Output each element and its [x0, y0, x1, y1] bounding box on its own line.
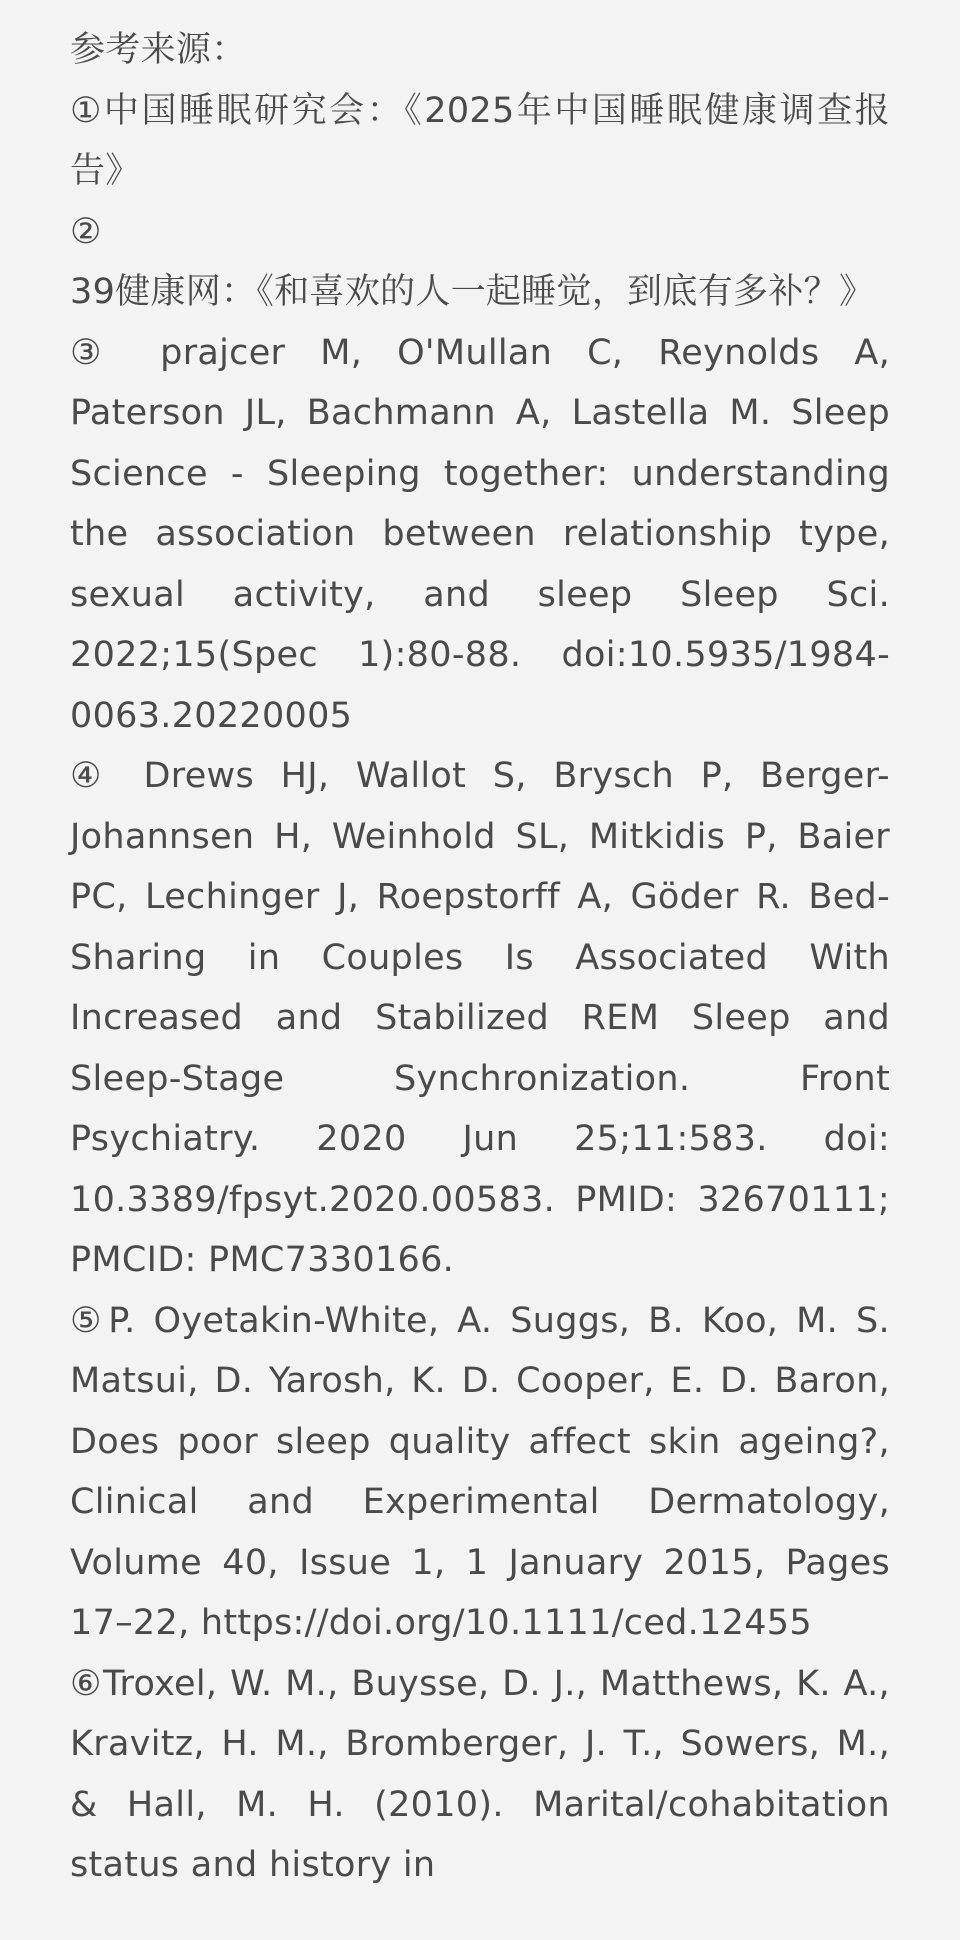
reference-marker: ⑤ — [70, 1300, 109, 1341]
reference-text: Troxel, W. M., Buysse, D. J., Matthews, K. A., Kravitz, H. M., Bromberger, J. T., Sowers, M., & Hall, M. H. (2010). Marital/cohabitation status and history in — [70, 1663, 890, 1885]
reference-marker: ④ — [70, 756, 117, 796]
reference-item-5 — [70, 1291, 890, 1654]
references-section — [70, 20, 890, 1896]
reference-text: P. Oyetakin-White, A. Suggs, B. Koo, M. S. Matsui, D. Yarosh, K. D. Cooper, E. D. Baron, Does poor sleep quality affect skin ageing?, Clinical and Experimental Dermatology, Volume 40, Issue 1, 1 January 2015, Pages 17–22, https://doi.org/10.1111/ced.12455 — [70, 1300, 890, 1643]
references-heading: 参考来源： — [70, 30, 247, 70]
reference-item-6 — [70, 1654, 890, 1896]
reference-text: 中国睡眠研究会：《2025年中国睡眠健康调查报告》 — [70, 90, 890, 191]
reference-marker: ① — [70, 90, 104, 131]
reference-marker: ② — [70, 211, 102, 252]
reference-marker: ③ — [70, 332, 126, 373]
reference-marker: ⑥ — [70, 1663, 104, 1704]
reference-item-4 — [70, 746, 890, 1291]
reference-list — [70, 81, 890, 1896]
reference-text: prajcer M, O'Mullan C, Reynolds A, Paterson JL, Bachmann A, Lastella M. Sleep Science - Sleeping together: understanding the association between relationship type, sexual activity, and sleep Sleep Sci. 2022;15(Spec 1):80-88. doi:10.5935/1984-0063.20220005 — [70, 332, 890, 736]
reference-item-3 — [70, 323, 890, 747]
reference-text: Drews HJ, Wallot S, Brysch P, Berger-Johannsen H, Weinhold SL, Mitkidis P, Baier PC, Lechinger J, Roepstorff A, Göder R. Bed-Sharing in Couples Is Associated With Increased and Stabilized REM Sleep and Sleep-Stage Synchronization. Front Psychiatry. 2020 Jun 25;11:583. doi: 10.3389/fpsyt.2020.00583. PMID: 32670111; PMCID: PMC7330166. — [70, 756, 890, 1280]
reference-item-2 — [70, 202, 890, 323]
reference-item-1 — [70, 81, 890, 202]
reference-text: 39健康网：《和喜欢的人一起睡觉，到底有多补？》 — [70, 272, 875, 312]
